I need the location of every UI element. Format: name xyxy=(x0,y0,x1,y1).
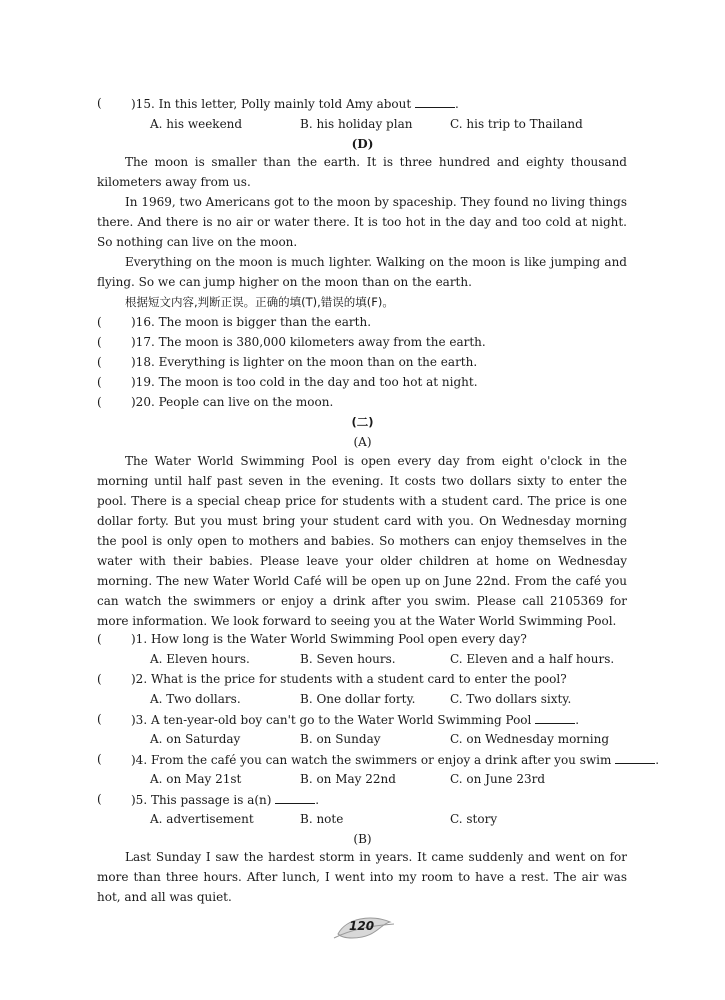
q15-blank xyxy=(415,95,455,108)
tf-q18-paren: ( xyxy=(97,355,102,369)
tf-q20-paren: ( xyxy=(97,395,102,409)
passage-d-p1-text: The moon is smaller than the earth. It is three hundred and eighty thousand kilometers away from us. xyxy=(97,155,627,189)
q15-option-b: B. his holiday plan xyxy=(300,117,413,131)
mc-q4-line xyxy=(131,751,659,768)
mc-q3-paren: ( xyxy=(97,712,102,726)
mc-q4-option-a: A. on May 21st xyxy=(150,772,242,786)
instruction-text: 根据短文内容,判断正误。正确的填(T),错误的填(F)。 xyxy=(125,295,394,309)
passage-d-paragraph-1 xyxy=(97,152,627,192)
tf-q19-text: )19. The moon is too cold in the day and too hot at night. xyxy=(131,375,478,389)
mc-q5-option-b: B. note xyxy=(300,812,344,826)
q15-end: . xyxy=(455,97,459,111)
q15-option-c: C. his trip to Thailand xyxy=(450,117,583,131)
q15-text: )15. In this letter, Polly mainly told Amy about xyxy=(131,97,412,111)
passage-b-text: Last Sunday I saw the hardest storm in years. It came suddenly and went on for more than three hours. After lunch, I went into my room to have a rest. The air was hot, and all was quiet. xyxy=(97,850,627,904)
page-number-badge xyxy=(332,912,396,942)
passage-b xyxy=(97,847,627,907)
mc-q2-paren: ( xyxy=(97,672,102,686)
mc-q4-option-c: C. on June 23rd xyxy=(450,772,546,786)
mc-q3-line xyxy=(131,711,579,728)
q15-option-a: A. his weekend xyxy=(150,117,243,131)
mc-q1-option-c: C. Eleven and a half hours. xyxy=(450,652,615,666)
passage-a xyxy=(97,451,627,631)
mc-q3-option-a: A. on Saturday xyxy=(150,732,241,746)
passage-d-p2-text: In 1969, two Americans got to the moon by spaceship. They found no living things there. And there is no air or water there. It is too hot in the day and too cold at night. So nothing can live on the moon. xyxy=(97,195,627,249)
tf-q19-paren: ( xyxy=(97,375,102,389)
mc-q5-line xyxy=(131,791,319,808)
mc-q3-option-b: B. on Sunday xyxy=(300,732,381,746)
mc-q5-paren: ( xyxy=(97,792,102,806)
mc-q5-option-a: A. advertisement xyxy=(150,812,254,826)
tf-q16-text: )16. The moon is bigger than the earth. xyxy=(131,315,372,329)
mc-q2-option-b: B. One dollar forty. xyxy=(300,692,416,706)
section-a-header: (A) xyxy=(353,435,372,449)
mc-q1-option-b: B. Seven hours. xyxy=(300,652,396,666)
mc-q3-blank xyxy=(535,711,575,724)
mc-q2-text: )2. What is the price for students with a student card to enter the pool? xyxy=(131,672,567,686)
mc-q4-blank xyxy=(615,751,655,764)
tf-q18-text: )18. Everything is lighter on the moon than on the earth. xyxy=(131,355,478,369)
q15-paren: ( xyxy=(97,96,102,110)
mc-q1-text: )1. How long is the Water World Swimming Pool open every day? xyxy=(131,632,527,646)
passage-a-text: The Water World Swimming Pool is open every day from eight o'clock in the morning until half past seven in the evening. It costs two dollars sixty to enter the pool. There is a special cheap price for students with a student card. The price is one dollar forty. But you must bring your student card with you. On Wednesday morning the pool is only open to mothers and babies. So mothers can enjoy themselves in the water with their babies. Please leave your older children at home on Wednesday morning. The new Water World Café will be open up on June 22nd. From the café you can watch the swimmers or enjoy a drink after you swim. Please call 2105369 for more information. We look forward to seeing you at the Water World Swimming Pool. xyxy=(97,454,627,628)
mc-q2-option-a: A. Two dollars. xyxy=(150,692,241,706)
mc-q4-text: )4. From the café you can watch the swimmers or enjoy a drink after you swim xyxy=(131,753,612,767)
mc-q2-option-c: C. Two dollars sixty. xyxy=(450,692,572,706)
q15-line xyxy=(131,95,459,112)
mc-q5-end: . xyxy=(315,793,320,807)
section-b-header: (B) xyxy=(353,832,372,846)
mc-q1-option-a: A. Eleven hours. xyxy=(150,652,250,666)
mc-q4-paren: ( xyxy=(97,752,102,766)
passage-d-paragraph-2 xyxy=(97,192,627,252)
mc-q4-option-b: B. on May 22nd xyxy=(300,772,396,786)
mc-q3-end: . xyxy=(575,713,580,727)
mc-q5-blank xyxy=(275,791,315,804)
page-number: 120 xyxy=(349,919,375,933)
part-two-header: (二) xyxy=(351,415,374,429)
tf-q16-paren: ( xyxy=(97,315,102,329)
mc-q5-text: )5. This passage is a(n) xyxy=(131,793,272,807)
mc-q4-end: . xyxy=(655,753,660,767)
tf-q17-paren: ( xyxy=(97,335,102,349)
mc-q5-option-c: C. story xyxy=(450,812,498,826)
mc-q3-text: )3. A ten-year-old boy can't go to the Water World Swimming Pool xyxy=(131,713,532,727)
mc-q3-option-c: C. on Wednesday morning xyxy=(450,732,610,746)
tf-q17-text: )17. The moon is 380,000 kilometers away from the earth. xyxy=(131,335,486,349)
passage-d-paragraph-3 xyxy=(97,252,627,292)
tf-q20-text: )20. People can live on the moon. xyxy=(131,395,334,409)
mc-q1-paren: ( xyxy=(97,632,102,646)
section-d-header: (D) xyxy=(351,137,374,151)
passage-d-p3-text: Everything on the moon is much lighter. Walking on the moon is like jumping and flying. So we can jump higher on the moon than on the earth. xyxy=(97,255,627,289)
